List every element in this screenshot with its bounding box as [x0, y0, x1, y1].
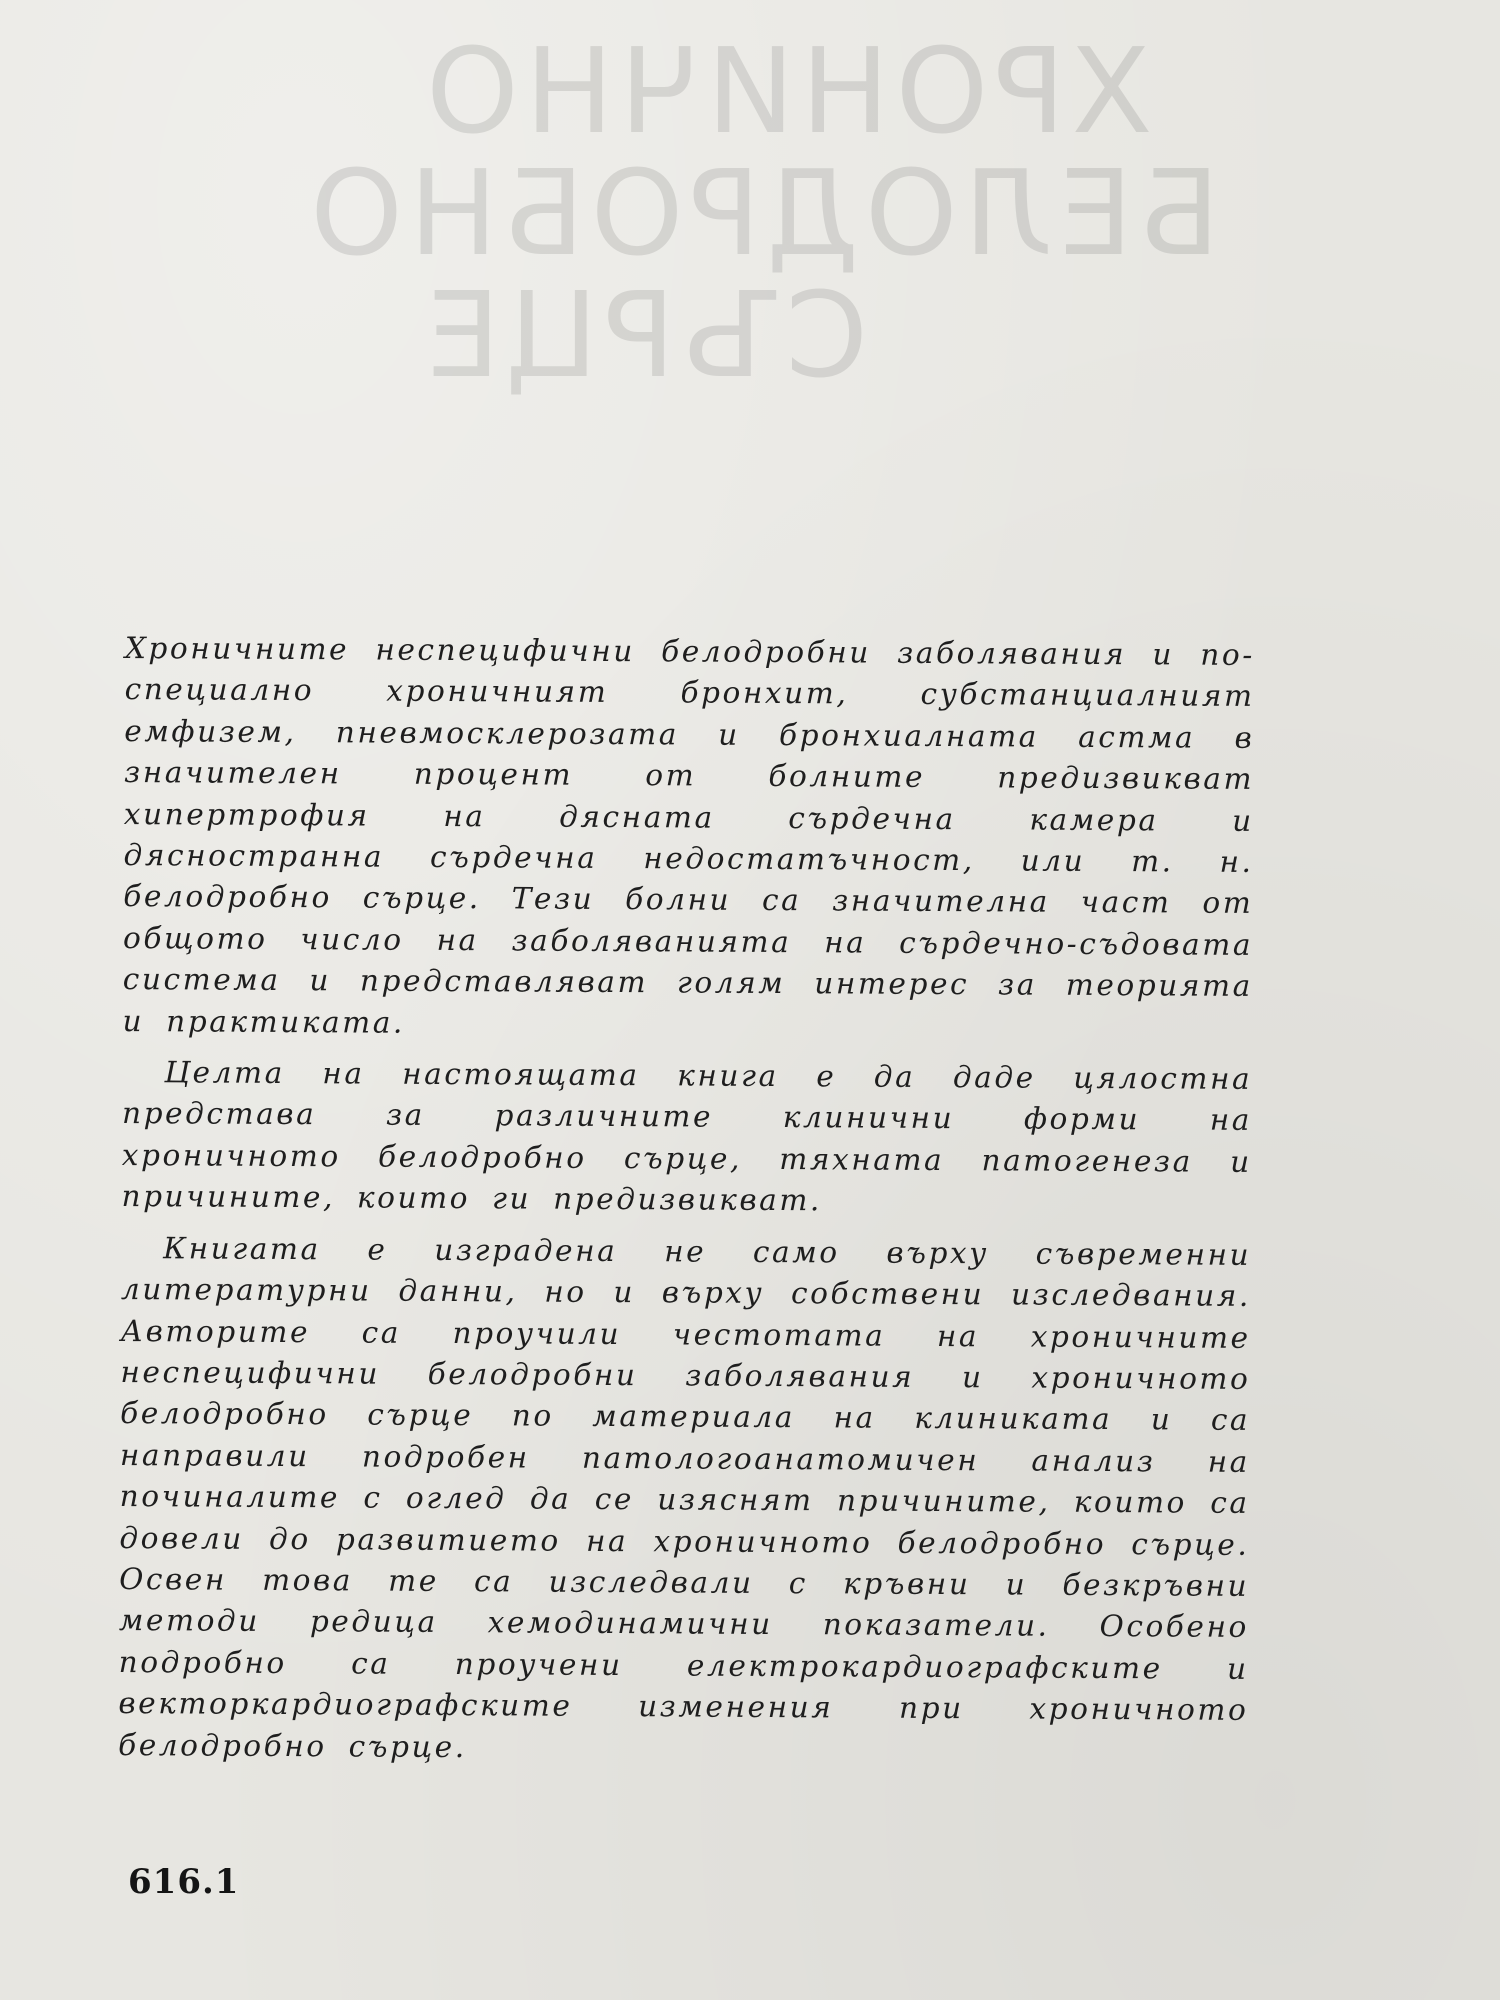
classification-code: 616.1 — [128, 1862, 240, 1902]
paragraph-3-text: Книгата е изградена не само върху съвременни литературни данни, но и върху собствени изследвания. Авторите са проучили честотата на хроничните неспецифични белодробни заболявания и хроничното белодробно сърце по материала на клиниката и са направили подробен патологоанатомичен анализ на починалите с оглед да се изяснят причините, които са довели до развитието на хроничното белодробно сърце. Освен това те са изследвали с кръвни и безкръвни методи редица хемодинамични показатели. Особено подробно са проучени електрокардиографските и векторкардиографските изменения при хроничното белодробно сърце. — [118, 1230, 1252, 1764]
annotation-text — [118, 628, 1255, 1773]
paragraph-1: Хроничните неспецифични белодробни заболявания и по-специално хроничният бронхит, субстанциалният емфизем, пневмосклерозата и бронхиалната астма в значителен процент от болните предизвикват хипертрофия на дясната сърдечна камера и дясностранна сърдечна недостатъчност, или т. н. белодробно сърце. Тези болни са значителна част от общото число на заболяванията на сърдечно-съдовата система и представляват голям интерес за теорията и практиката. — [122, 630, 1255, 1040]
show-through-title: ХРОНИЧНО БЕЛОДРОБНО СЪРЦЕ — [304, 22, 1220, 404]
paragraph-3 — [118, 1228, 1251, 1773]
paragraph-2 — [121, 1052, 1252, 1225]
paragraph-2-text: Целта на настоящата книга е да даде цялостна представа за различните клинични форми на хроничното белодробно сърце, тяхната патогенеза и причините, които ги предизвикват. — [121, 1055, 1253, 1218]
